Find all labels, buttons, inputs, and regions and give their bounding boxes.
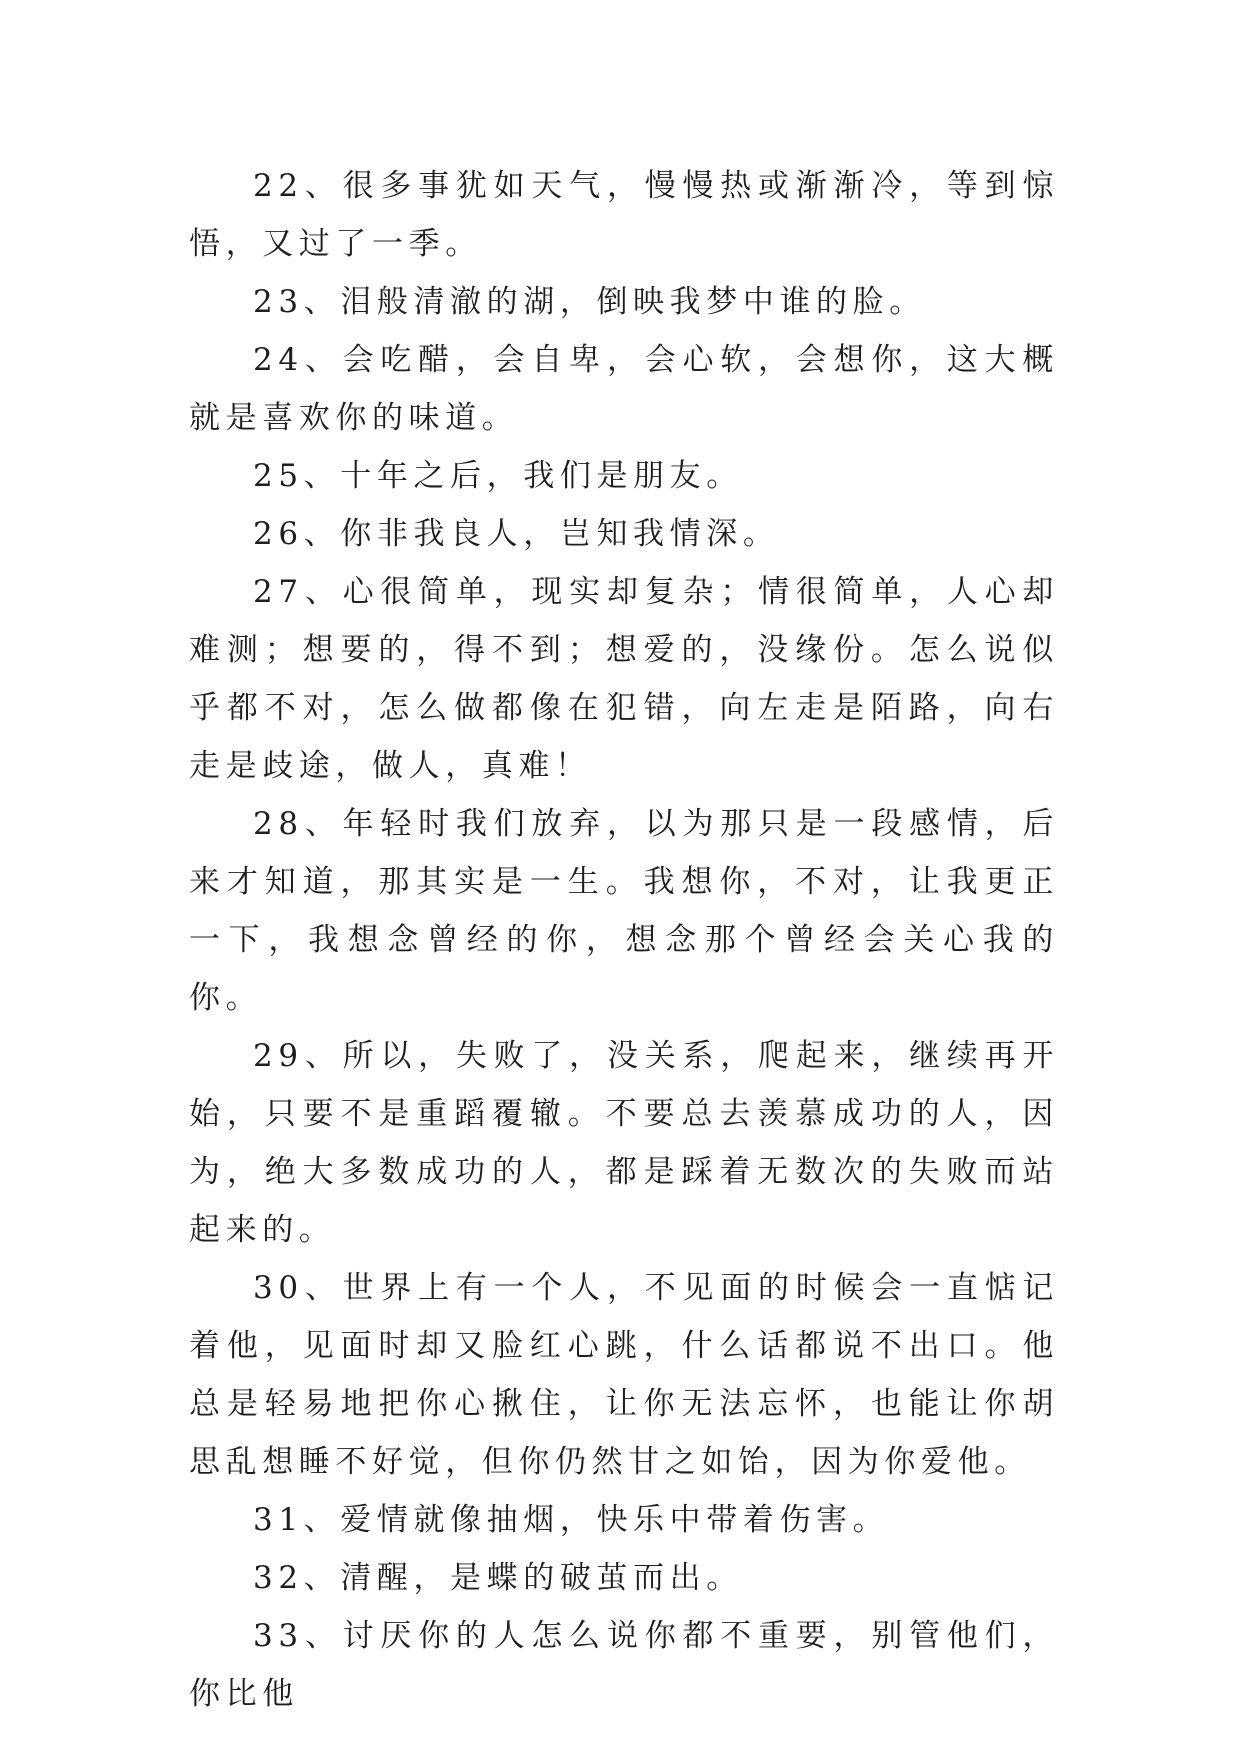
paragraph-33: 33、讨厌你的人怎么说你都不重要，别管他们，你比他 — [189, 1618, 1059, 1712]
paragraph-27: 27、心很简单，现实却复杂；情很简单，人心却难测；想要的，得不到；想爱的，没缘份。怎么说似乎都不对，怎么做都像在犯错，向左走是陌路，向右走是歧途，做人，真难！ — [189, 574, 1059, 784]
paragraph-29: 29、所以，失败了，没关系，爬起来，继续再开始，只要不是重蹈覆辙。不要总去羡慕成功的人，因为，绝大多数成功的人，都是踩着无数次的失败而站起来的。 — [189, 1038, 1059, 1248]
document-body — [189, 157, 1059, 1723]
paragraph-31: 31、爱情就像抽烟，快乐中带着伤害。 — [253, 1502, 890, 1538]
paragraph-32: 32、清醒，是蝶的破茧而出。 — [253, 1560, 743, 1596]
paragraph-25: 25、十年之后，我们是朋友。 — [253, 458, 743, 494]
paragraph-26: 26、你非我良人，岂知我情深。 — [253, 516, 780, 552]
paragraph-30: 30、世界上有一个人，不见面的时候会一直惦记着他，见面时却又脸红心跳，什么话都说不出口。他总是轻易地把你心揪住，让你无法忘怀，也能让你胡思乱想睡不好觉，但你仍然甘之如饴，因为你爱他。 — [189, 1270, 1059, 1480]
paragraph-23: 23、泪般清澈的湖，倒映我梦中谁的脸。 — [253, 284, 926, 320]
paragraph-22: 22、很多事犹如天气，慢慢热或渐渐冷，等到惊悟，又过了一季。 — [189, 168, 1059, 262]
paragraph-28: 28、年轻时我们放弃，以为那只是一段感情，后来才知道，那其实是一生。我想你，不对，让我更正一下，我想念曾经的你，想念那个曾经会关心我的你。 — [189, 806, 1059, 1016]
paragraph-24: 24、会吃醋，会自卑，会心软，会想你，这大概就是喜欢你的味道。 — [189, 342, 1059, 436]
